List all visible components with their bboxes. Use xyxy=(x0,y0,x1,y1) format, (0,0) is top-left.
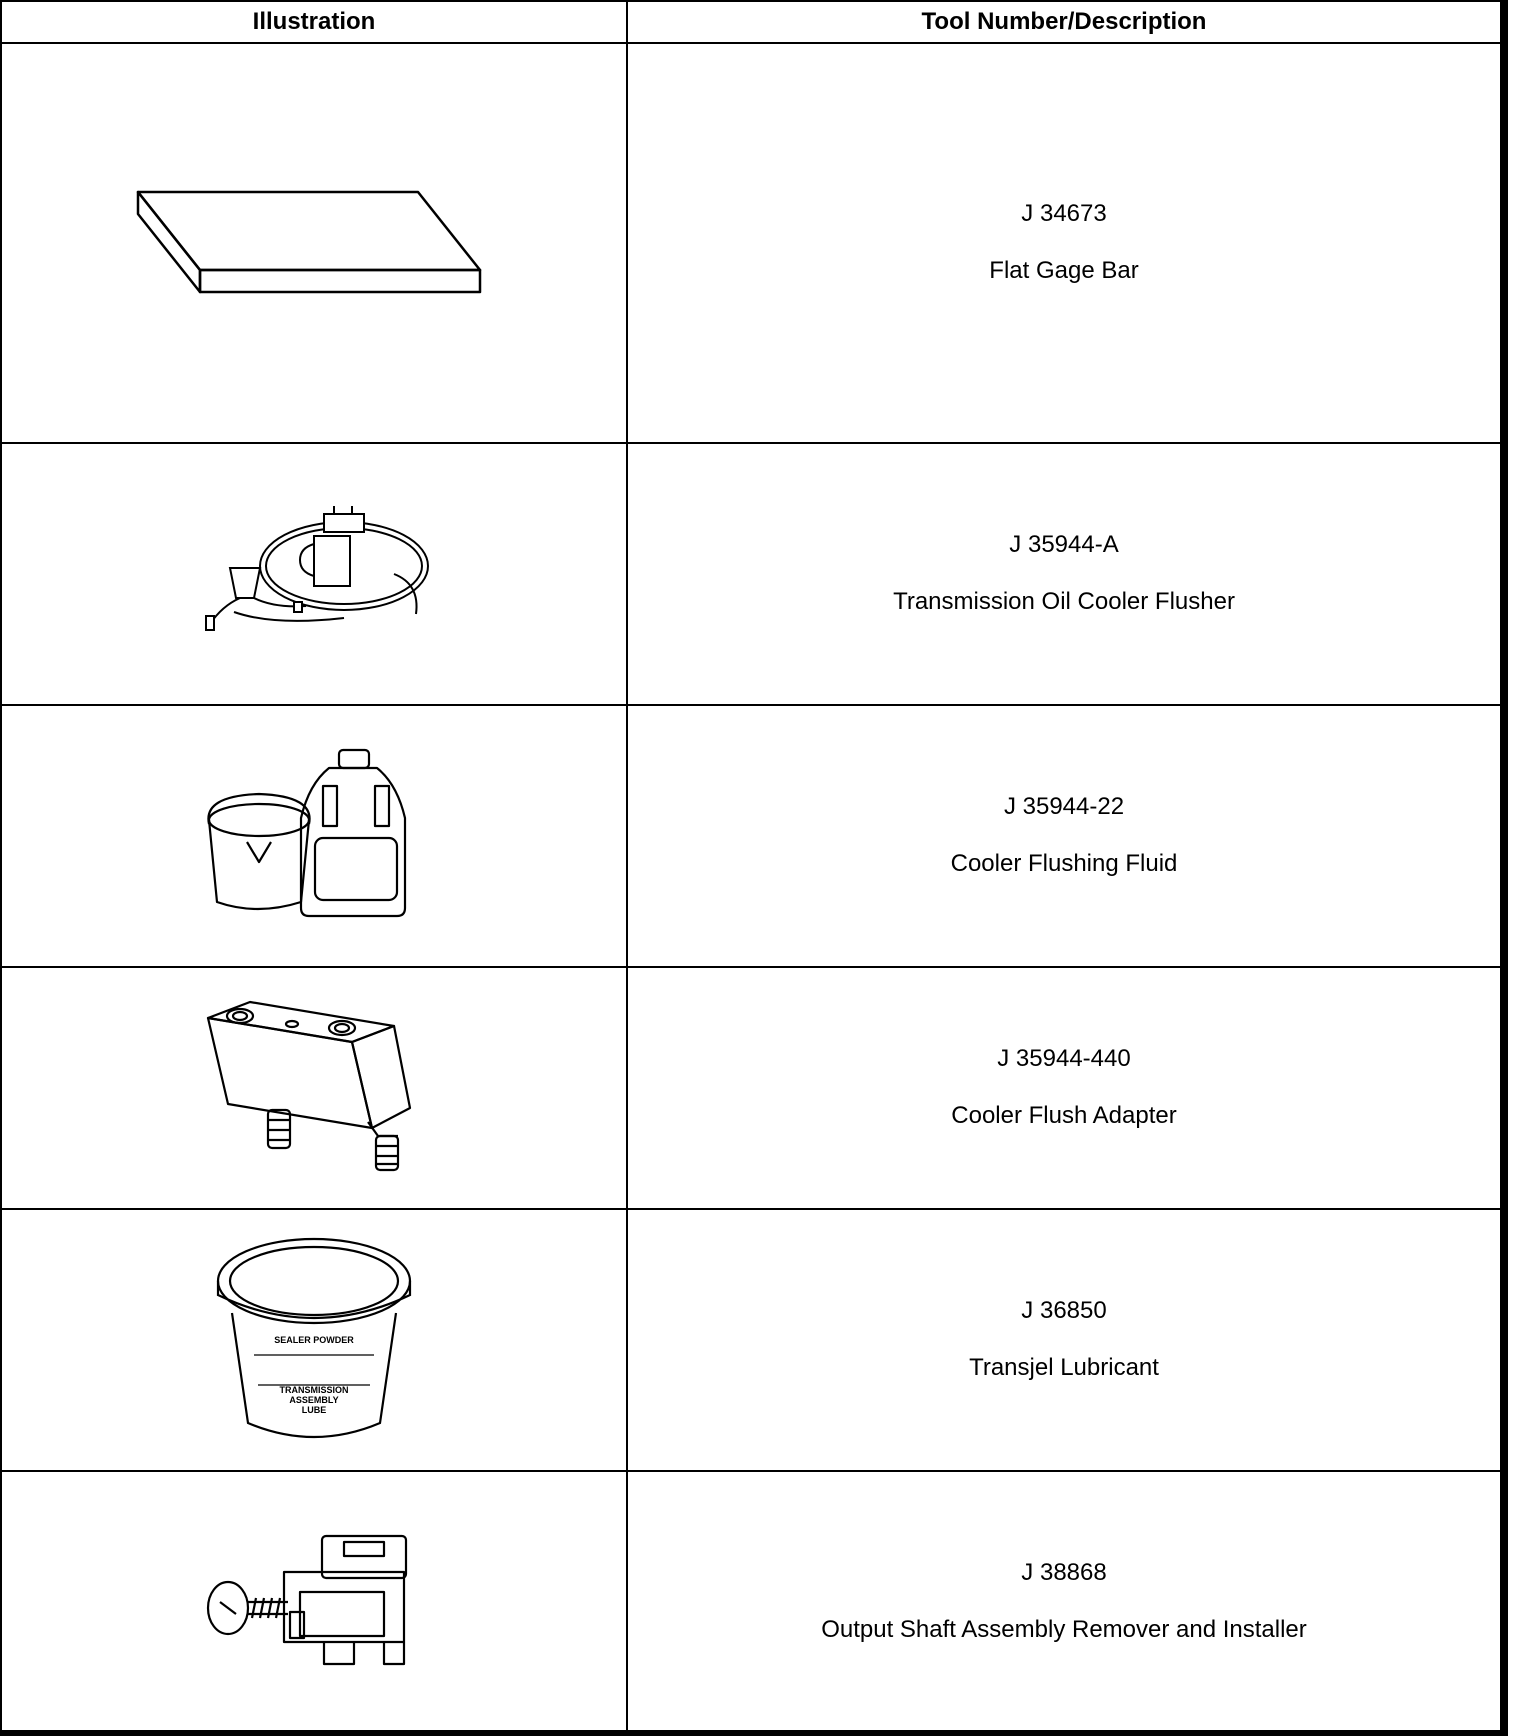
tool-description: Cooler Flush Adapter xyxy=(951,1102,1177,1129)
flush-adapter-icon xyxy=(204,998,424,1178)
illustration-cell xyxy=(1,443,627,705)
tool-number: J 36850 xyxy=(1021,1297,1107,1325)
header-illustration: Illustration xyxy=(1,1,627,43)
table-frame-bottom xyxy=(0,1730,1508,1736)
tub-lube-label: TRANSMISSION xyxy=(279,1385,349,1395)
tool-number: J 35944-22 xyxy=(1003,793,1125,821)
table-frame-right xyxy=(1500,0,1508,1736)
table-row xyxy=(1,43,1501,443)
tool-cell xyxy=(627,1209,1501,1471)
tool-description: Flat Gage Bar xyxy=(989,257,1139,284)
tool-cell xyxy=(627,43,1501,443)
illustration-cell xyxy=(1,705,627,967)
header-row xyxy=(1,1,1501,43)
table-row xyxy=(1,967,1501,1209)
tool-number: J 35944-A xyxy=(1009,531,1119,559)
tool-number: J 35944-440 xyxy=(997,1045,1131,1073)
illustration-cell xyxy=(1,43,627,443)
tool-description: Transjel Lubricant xyxy=(969,1354,1159,1381)
tool-cell xyxy=(627,705,1501,967)
shaft-remover-installer-icon xyxy=(204,1532,424,1672)
tool-number: J 34673 xyxy=(1021,200,1107,228)
table-row xyxy=(1,1209,1501,1471)
tool-description: Transmission Oil Cooler Flusher xyxy=(893,588,1235,615)
tool-cell xyxy=(627,443,1501,705)
tool-description: Output Shaft Assembly Remover and Installer xyxy=(821,1616,1307,1643)
tool-cell xyxy=(627,1471,1501,1733)
flushing-fluid-icon xyxy=(199,746,429,926)
tool-description: Cooler Flushing Fluid xyxy=(950,850,1178,877)
header-tool-description: Tool Number/Description xyxy=(627,1,1501,43)
table-row xyxy=(1,443,1501,705)
tub-lube-label: LUBE xyxy=(301,1405,327,1415)
tub-sealer-label: SEALER POWDER xyxy=(274,1335,354,1345)
table-row xyxy=(1,1471,1501,1733)
tub-lube-label: ASSEMBLY xyxy=(289,1395,339,1405)
illustration-cell xyxy=(1,1209,627,1471)
lubricant-tub-icon xyxy=(214,1235,414,1445)
tool-cell xyxy=(627,967,1501,1209)
illustration-cell xyxy=(1,967,627,1209)
illustration-cell xyxy=(1,1471,627,1733)
flat-gage-bar-icon xyxy=(134,188,494,298)
tool-number: J 38868 xyxy=(1021,1559,1107,1587)
table-row xyxy=(1,705,1501,967)
oil-cooler-flusher-icon xyxy=(194,504,434,644)
